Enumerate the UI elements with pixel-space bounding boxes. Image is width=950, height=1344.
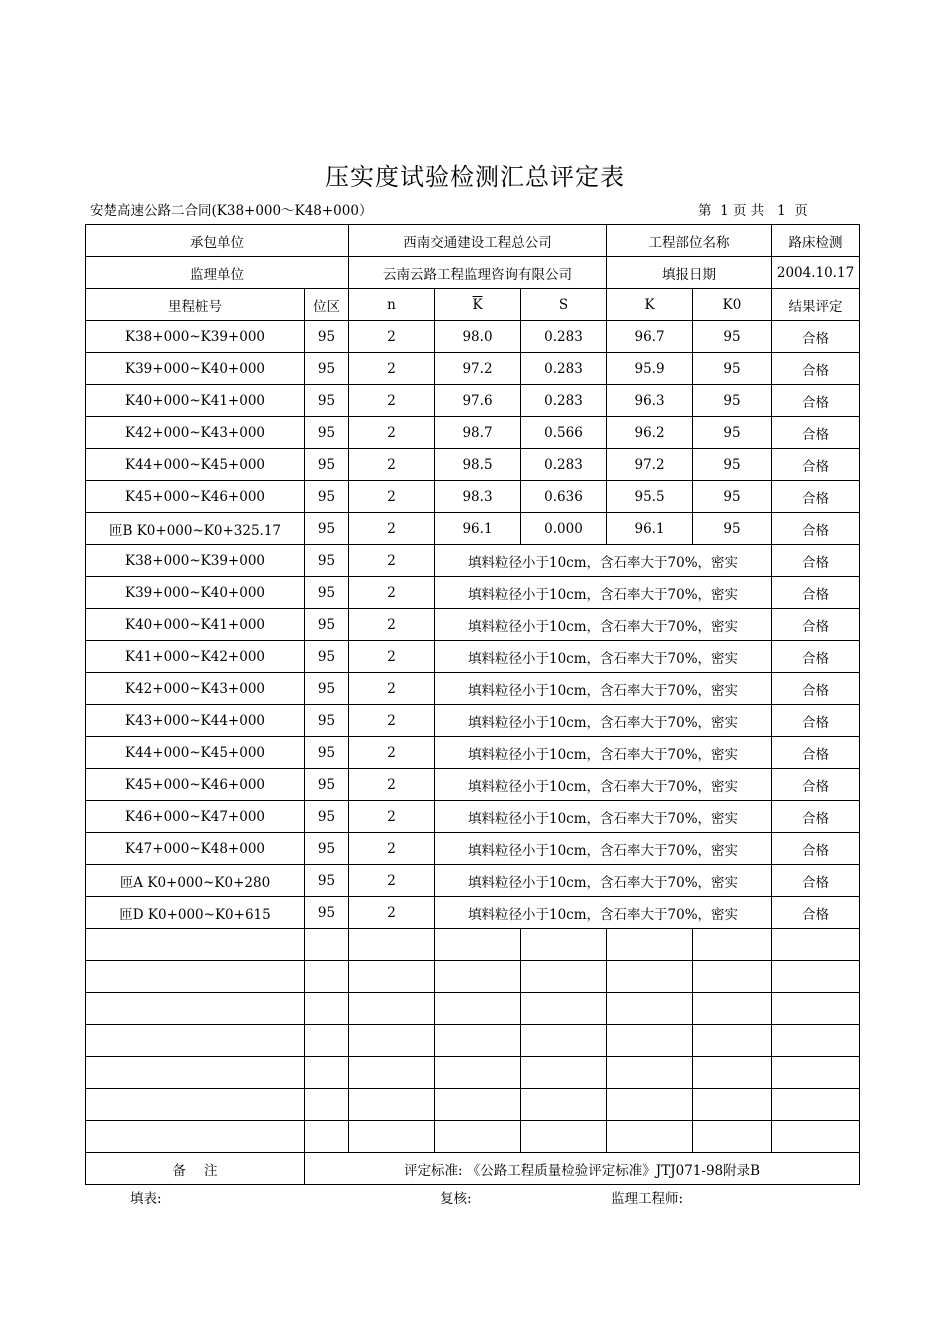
empty-cell: [305, 1089, 349, 1121]
empty-cell: [607, 993, 693, 1025]
empty-cell: [435, 993, 521, 1025]
zone-cell: 95: [305, 769, 349, 801]
result-cell: 合格: [772, 321, 860, 353]
station-cell: K47+000~K48+000: [86, 833, 305, 865]
n-cell: 2: [349, 513, 435, 545]
empty-cell: [521, 1025, 607, 1057]
result-cell: 合格: [772, 705, 860, 737]
k0-cell: 95: [693, 481, 772, 513]
table-row: [86, 577, 860, 609]
table-row: [86, 321, 860, 353]
empty-cell: [772, 1121, 860, 1153]
table-row: [86, 897, 860, 929]
zone-cell: 95: [305, 705, 349, 737]
empty-cell: [521, 1057, 607, 1089]
zone-cell: 95: [305, 385, 349, 417]
empty-cell: [86, 1025, 305, 1057]
empty-cell: [305, 1057, 349, 1089]
empty-cell: [86, 993, 305, 1025]
station-cell: K40+000~K41+000: [86, 609, 305, 641]
zone-cell: 95: [305, 449, 349, 481]
fill-description-cell: 填料粒径小于10cm，含石率大于70%，密实: [435, 641, 772, 673]
fill-description-cell: 填料粒径小于10cm，含石率大于70%，密实: [435, 609, 772, 641]
empty-cell: [693, 961, 772, 993]
fill-description-cell: 填料粒径小于10cm，含石率大于70%，密实: [435, 897, 772, 929]
result-cell: 合格: [772, 673, 860, 705]
engineer-label: 监理工程师:: [611, 1191, 684, 1207]
s-cell: 0.636: [521, 481, 607, 513]
empty-cell: [772, 961, 860, 993]
empty-cell: [349, 1121, 435, 1153]
col-k-mean: $\overline{K}$: [435, 289, 521, 321]
result-cell: 合格: [772, 353, 860, 385]
table-row: [86, 801, 860, 833]
fill-description-cell: 填料粒径小于10cm，含石率大于70%，密实: [435, 673, 772, 705]
supervisor-label: 监理单位: [86, 257, 349, 289]
station-cell: K41+000~K42+000: [86, 641, 305, 673]
k-mean-cell: 96.1: [435, 513, 521, 545]
n-cell: 2: [349, 385, 435, 417]
zone-cell: 95: [305, 737, 349, 769]
n-cell: 2: [349, 609, 435, 641]
k-mean-cell: 98.7: [435, 417, 521, 449]
date-value: 2004.10.17: [772, 257, 860, 289]
empty-cell: [305, 993, 349, 1025]
k-mean-cell: 97.2: [435, 353, 521, 385]
n-cell: 2: [349, 865, 435, 897]
k-cell: 96.1: [607, 513, 693, 545]
k-cell: 96.7: [607, 321, 693, 353]
n-cell: 2: [349, 833, 435, 865]
empty-row: [86, 1057, 860, 1089]
zone-cell: 95: [305, 321, 349, 353]
empty-row: [86, 961, 860, 993]
col-zone: 位区: [305, 289, 349, 321]
empty-cell: [607, 961, 693, 993]
empty-cell: [693, 1057, 772, 1089]
fill-description-cell: 填料粒径小于10cm，含石率大于70%，密实: [435, 833, 772, 865]
project-name: 安楚高速公路二合同(K38+000～K48+000）: [90, 203, 373, 219]
station-cell: K39+000~K40+000: [86, 353, 305, 385]
empty-cell: [86, 1057, 305, 1089]
empty-cell: [305, 961, 349, 993]
empty-cell: [693, 929, 772, 961]
empty-cell: [521, 1089, 607, 1121]
contractor-row: [86, 225, 860, 257]
zone-cell: 95: [305, 353, 349, 385]
empty-cell: [521, 1121, 607, 1153]
empty-cell: [435, 1121, 521, 1153]
empty-cell: [693, 1025, 772, 1057]
result-cell: 合格: [772, 449, 860, 481]
empty-cell: [305, 1025, 349, 1057]
n-cell: 2: [349, 673, 435, 705]
n-cell: 2: [349, 769, 435, 801]
fill-description-cell: 填料粒径小于10cm，含石率大于70%，密实: [435, 577, 772, 609]
page-title: 压实度试验检测汇总评定表: [325, 163, 625, 191]
compaction-summary-table: [85, 224, 860, 1185]
zone-cell: 95: [305, 577, 349, 609]
empty-cell: [435, 961, 521, 993]
table-row: [86, 865, 860, 897]
table-row: [86, 705, 860, 737]
station-cell: K38+000~K39+000: [86, 545, 305, 577]
filler-label: 填表:: [130, 1191, 162, 1207]
column-header-row: [86, 289, 860, 321]
zone-cell: 95: [305, 417, 349, 449]
n-cell: 2: [349, 353, 435, 385]
station-cell: K38+000~K39+000: [86, 321, 305, 353]
empty-cell: [607, 1121, 693, 1153]
col-station: 里程桩号: [86, 289, 305, 321]
result-cell: 合格: [772, 833, 860, 865]
s-cell: 0.283: [521, 385, 607, 417]
station-cell: 匝B K0+000~K0+325.17: [86, 513, 305, 545]
col-n: n: [349, 289, 435, 321]
zone-cell: 95: [305, 801, 349, 833]
empty-row: [86, 993, 860, 1025]
result-cell: 合格: [772, 769, 860, 801]
remarks-label-text: 备注: [172, 1162, 236, 1179]
empty-row: [86, 1089, 860, 1121]
n-cell: 2: [349, 641, 435, 673]
k0-cell: 95: [693, 449, 772, 481]
supervisor-row: [86, 257, 860, 289]
n-cell: 2: [349, 545, 435, 577]
s-cell: 0.283: [521, 353, 607, 385]
n-cell: 2: [349, 705, 435, 737]
station-cell: K44+000~K45+000: [86, 449, 305, 481]
table-row: [86, 769, 860, 801]
fill-description-cell: 填料粒径小于10cm，含石率大于70%，密实: [435, 769, 772, 801]
empty-cell: [349, 1057, 435, 1089]
zone-cell: 95: [305, 481, 349, 513]
contractor-value: 西南交通建设工程总公司: [349, 225, 607, 257]
empty-cell: [435, 1057, 521, 1089]
empty-cell: [305, 1121, 349, 1153]
empty-cell: [435, 929, 521, 961]
s-cell: 0.000: [521, 513, 607, 545]
col-k0: K0: [693, 289, 772, 321]
s-cell: 0.283: [521, 449, 607, 481]
col-k: K: [607, 289, 693, 321]
remarks-label: [86, 1153, 305, 1185]
table-row: [86, 545, 860, 577]
empty-cell: [86, 1121, 305, 1153]
table-row: [86, 673, 860, 705]
zone-cell: 95: [305, 545, 349, 577]
page-info: 第 1 页 共 1 页: [698, 203, 808, 219]
n-cell: 2: [349, 801, 435, 833]
k-cell: 96.2: [607, 417, 693, 449]
empty-cell: [772, 993, 860, 1025]
empty-cell: [521, 993, 607, 1025]
table-row: [86, 417, 860, 449]
fill-description-cell: 填料粒径小于10cm，含石率大于70%，密实: [435, 865, 772, 897]
zone-cell: 95: [305, 673, 349, 705]
empty-cell: [435, 1025, 521, 1057]
result-cell: 合格: [772, 481, 860, 513]
empty-cell: [349, 929, 435, 961]
k0-cell: 95: [693, 513, 772, 545]
k0-cell: 95: [693, 417, 772, 449]
empty-cell: [521, 961, 607, 993]
fill-description-cell: 填料粒径小于10cm，含石率大于70%，密实: [435, 705, 772, 737]
part-value: 路床检测: [772, 225, 860, 257]
station-cell: K40+000~K41+000: [86, 385, 305, 417]
station-cell: K43+000~K44+000: [86, 705, 305, 737]
station-cell: K42+000~K43+000: [86, 673, 305, 705]
station-cell: K46+000~K47+000: [86, 801, 305, 833]
empty-row: [86, 1121, 860, 1153]
zone-cell: 95: [305, 513, 349, 545]
part-label: 工程部位名称: [607, 225, 772, 257]
reviewer-label: 复核:: [440, 1191, 472, 1207]
n-cell: 2: [349, 417, 435, 449]
result-cell: 合格: [772, 385, 860, 417]
n-cell: 2: [349, 737, 435, 769]
k0-cell: 95: [693, 353, 772, 385]
zone-cell: 95: [305, 897, 349, 929]
zone-cell: 95: [305, 865, 349, 897]
k-cell: 95.9: [607, 353, 693, 385]
table-row: [86, 481, 860, 513]
station-cell: K42+000~K43+000: [86, 417, 305, 449]
n-cell: 2: [349, 897, 435, 929]
contractor-label: 承包单位: [86, 225, 349, 257]
station-cell: K44+000~K45+000: [86, 737, 305, 769]
empty-cell: [607, 929, 693, 961]
table-row: [86, 513, 860, 545]
empty-cell: [349, 1089, 435, 1121]
k-cell: 96.3: [607, 385, 693, 417]
station-cell: K45+000~K46+000: [86, 769, 305, 801]
zone-cell: 95: [305, 641, 349, 673]
fill-description-cell: 填料粒径小于10cm，含石率大于70%，密实: [435, 545, 772, 577]
table-row: [86, 449, 860, 481]
k-mean-cell: 98.5: [435, 449, 521, 481]
k-mean-cell: 98.0: [435, 321, 521, 353]
empty-cell: [607, 1089, 693, 1121]
empty-cell: [772, 1057, 860, 1089]
k-mean-cell: 97.6: [435, 385, 521, 417]
result-cell: 合格: [772, 417, 860, 449]
k-cell: 95.5: [607, 481, 693, 513]
result-cell: 合格: [772, 609, 860, 641]
col-result: 结果评定: [772, 289, 860, 321]
station-cell: 匝A K0+000~K0+280: [86, 865, 305, 897]
remarks-text: 评定标准: 《公路工程质量检验评定标准》JTJ071-98附录B: [305, 1153, 860, 1185]
empty-cell: [435, 1089, 521, 1121]
empty-cell: [607, 1025, 693, 1057]
empty-cell: [772, 929, 860, 961]
supervisor-value: 云南云路工程监理咨询有限公司: [349, 257, 607, 289]
result-cell: 合格: [772, 737, 860, 769]
result-cell: 合格: [772, 865, 860, 897]
zone-cell: 95: [305, 609, 349, 641]
col-s: S: [521, 289, 607, 321]
k0-cell: 95: [693, 385, 772, 417]
result-cell: 合格: [772, 801, 860, 833]
station-cell: K39+000~K40+000: [86, 577, 305, 609]
fill-description-cell: 填料粒径小于10cm，含石率大于70%，密实: [435, 801, 772, 833]
table-row: [86, 609, 860, 641]
station-cell: K45+000~K46+000: [86, 481, 305, 513]
empty-cell: [86, 929, 305, 961]
empty-cell: [607, 1057, 693, 1089]
table-row: [86, 833, 860, 865]
s-cell: 0.566: [521, 417, 607, 449]
result-cell: 合格: [772, 641, 860, 673]
station-cell: 匝D K0+000~K0+615: [86, 897, 305, 929]
empty-cell: [305, 929, 349, 961]
n-cell: 2: [349, 321, 435, 353]
empty-cell: [693, 993, 772, 1025]
empty-cell: [349, 961, 435, 993]
zone-cell: 95: [305, 833, 349, 865]
k-cell: 97.2: [607, 449, 693, 481]
empty-cell: [693, 1089, 772, 1121]
k0-cell: 95: [693, 321, 772, 353]
table-row: [86, 385, 860, 417]
remarks-row: [86, 1153, 860, 1185]
empty-cell: [693, 1121, 772, 1153]
empty-cell: [86, 961, 305, 993]
n-cell: 2: [349, 577, 435, 609]
empty-row: [86, 1025, 860, 1057]
empty-row: [86, 929, 860, 961]
result-cell: 合格: [772, 513, 860, 545]
empty-cell: [772, 1089, 860, 1121]
table-row: [86, 353, 860, 385]
empty-cell: [349, 993, 435, 1025]
table-row: [86, 641, 860, 673]
empty-cell: [86, 1089, 305, 1121]
empty-cell: [772, 1025, 860, 1057]
s-cell: 0.283: [521, 321, 607, 353]
result-cell: 合格: [772, 897, 860, 929]
empty-cell: [349, 1025, 435, 1057]
empty-cell: [521, 929, 607, 961]
n-cell: 2: [349, 449, 435, 481]
table-row: [86, 737, 860, 769]
date-label: 填报日期: [607, 257, 772, 289]
result-cell: 合格: [772, 577, 860, 609]
n-cell: 2: [349, 481, 435, 513]
fill-description-cell: 填料粒径小于10cm，含石率大于70%，密实: [435, 737, 772, 769]
result-cell: 合格: [772, 545, 860, 577]
k-mean-cell: 98.3: [435, 481, 521, 513]
